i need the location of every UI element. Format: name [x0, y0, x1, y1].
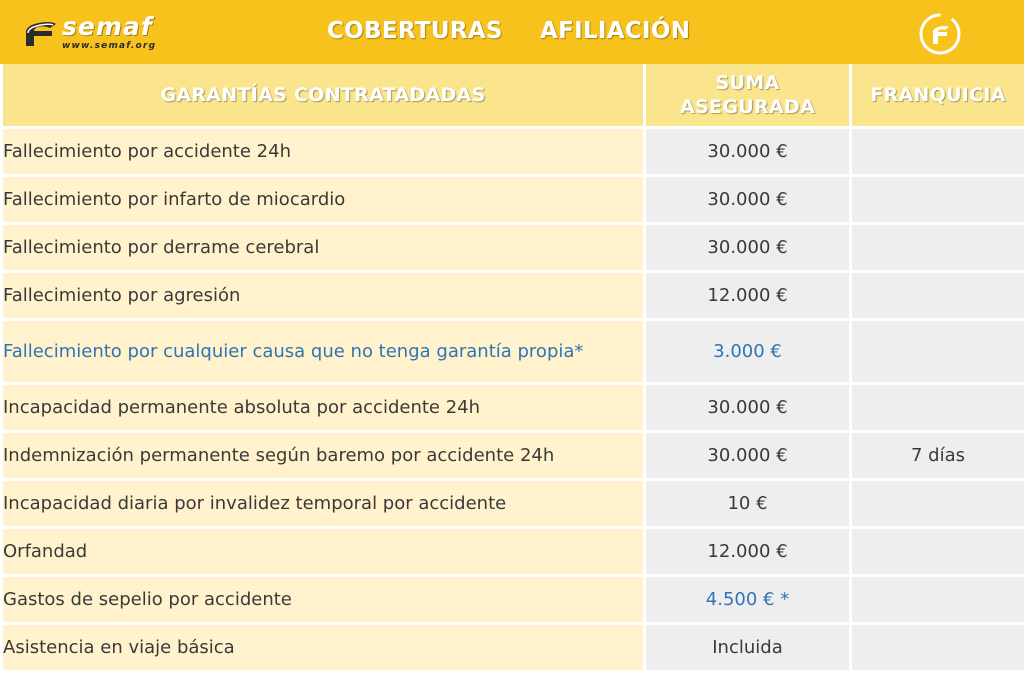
- coverage-table: [0, 64, 1024, 673]
- column-header-garantias: GARANTÍAS CONTRATADADAS: [2, 64, 645, 127]
- semaf-logo: [22, 14, 202, 54]
- table-row: [2, 623, 1024, 671]
- table-row: [2, 383, 1024, 431]
- row-label: Fallecimiento por infarto de miocardio: [2, 175, 645, 223]
- logo-wordmark: semaf: [62, 12, 153, 41]
- table-row: [2, 431, 1024, 479]
- row-franquicia: 7 días: [851, 431, 1024, 479]
- row-franquicia: [851, 223, 1024, 271]
- logo-url: www.semaf.org: [62, 41, 157, 51]
- row-franquicia: [851, 623, 1024, 671]
- semaf-emblem-icon: [918, 12, 962, 56]
- table-row: [2, 479, 1024, 527]
- table-row: [2, 319, 1024, 383]
- table-row: [2, 175, 1024, 223]
- row-label: Fallecimiento por cualquier causa que no tenga garantía propia*: [2, 319, 645, 383]
- row-franquicia: [851, 527, 1024, 575]
- row-label: Asistencia en viaje básica: [2, 623, 645, 671]
- row-amount: 30.000 €: [645, 383, 851, 431]
- row-label: Fallecimiento por agresión: [2, 271, 645, 319]
- semaf-logo-mark-icon: [22, 18, 60, 48]
- title-coberturas: COBERTURAS: [327, 18, 503, 44]
- row-amount: 30.000 €: [645, 127, 851, 175]
- row-label: Incapacidad permanente absoluta por accidente 24h: [2, 383, 645, 431]
- column-header-franquicia: FRANQUICIA: [851, 64, 1024, 127]
- row-label: Orfandad: [2, 527, 645, 575]
- row-franquicia: [851, 479, 1024, 527]
- row-label: Incapacidad diaria por invalidez temporal por accidente: [2, 479, 645, 527]
- row-amount: 30.000 €: [645, 431, 851, 479]
- table-header-row: [2, 64, 1024, 127]
- row-label: Indemnización permanente según baremo por accidente 24h: [2, 431, 645, 479]
- column-header-suma-asegurada: [645, 64, 851, 127]
- row-franquicia: [851, 575, 1024, 623]
- row-label: Fallecimiento por accidente 24h: [2, 127, 645, 175]
- row-amount: 10 €: [645, 479, 851, 527]
- row-franquicia: [851, 175, 1024, 223]
- title-afiliacion: AFILIACIÓN: [540, 18, 691, 44]
- row-label: Fallecimiento por derrame cerebral: [2, 223, 645, 271]
- row-amount: 12.000 €: [645, 271, 851, 319]
- row-amount: Incluida: [645, 623, 851, 671]
- row-amount: 4.500 € *: [645, 575, 851, 623]
- row-label: Gastos de sepelio por accidente: [2, 575, 645, 623]
- table-row: [2, 271, 1024, 319]
- row-amount: 3.000 €: [645, 319, 851, 383]
- table-row: [2, 127, 1024, 175]
- row-franquicia: [851, 271, 1024, 319]
- row-amount: 30.000 €: [645, 223, 851, 271]
- row-amount: 30.000 €: [645, 175, 851, 223]
- table-row: [2, 575, 1024, 623]
- table-row: [2, 527, 1024, 575]
- row-franquicia: [851, 319, 1024, 383]
- column-header-suma-line1: SUMA: [715, 71, 780, 94]
- row-franquicia: [851, 383, 1024, 431]
- row-franquicia: [851, 127, 1024, 175]
- header-bar: [0, 0, 1024, 64]
- row-amount: 12.000 €: [645, 527, 851, 575]
- table-row: [2, 223, 1024, 271]
- column-header-suma-line2: ASEGURADA: [680, 95, 815, 118]
